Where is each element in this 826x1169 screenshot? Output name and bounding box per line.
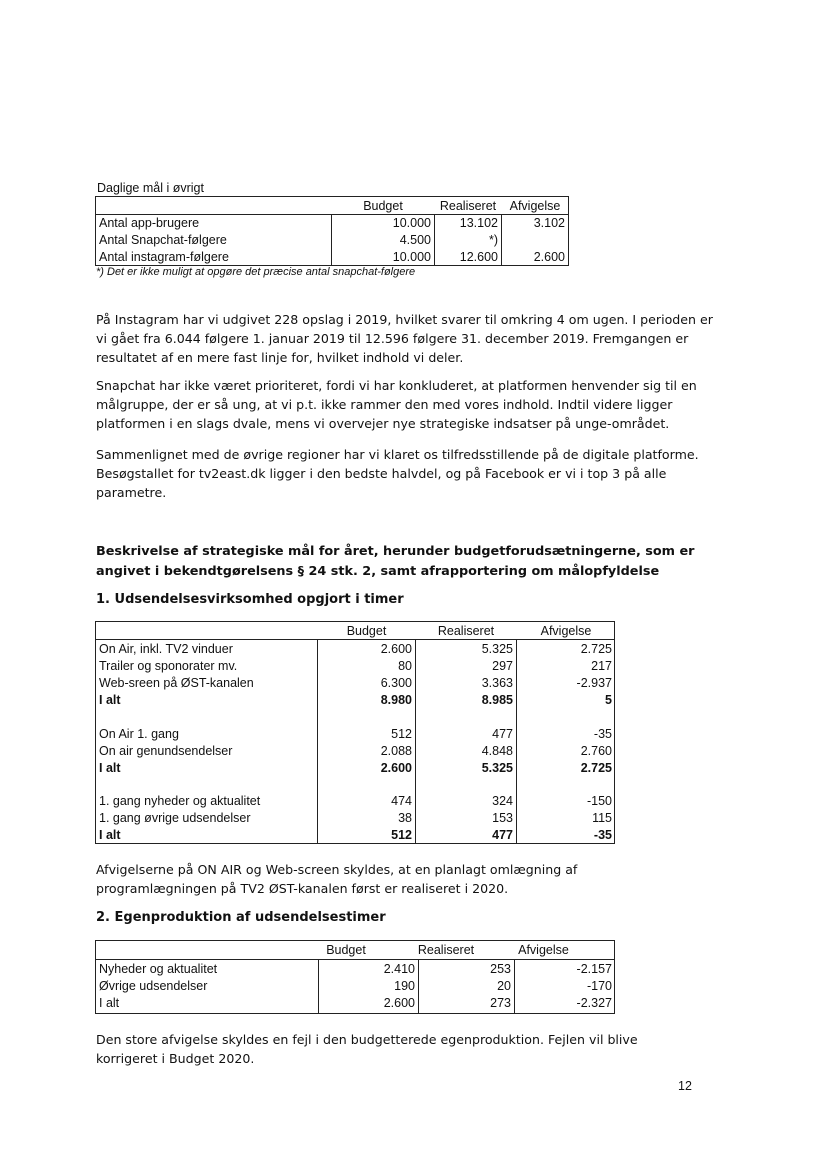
total-row: [96, 995, 614, 1011]
realiseret-value: 253: [490, 962, 511, 976]
afvigelse-value: -150: [586, 794, 612, 808]
table-row: [96, 249, 568, 265]
section1-note: [96, 860, 636, 898]
header-budget: Budget: [346, 624, 387, 638]
row-label: Antal app-brugere: [99, 216, 200, 230]
afvigelse-value: -2.157: [576, 962, 612, 976]
header-afvigelse: Afvigelse: [509, 199, 561, 213]
realiseret-value: 477: [492, 727, 513, 741]
realiseret-value: 13.102: [459, 216, 498, 230]
afvigelse-value: 2.725: [580, 642, 612, 656]
table-row: [96, 793, 614, 809]
table-row: [96, 675, 614, 691]
row-label: 1. gang nyheder og aktualitet: [99, 794, 261, 808]
table-header-row: [96, 942, 614, 958]
afvigelse-value: -35: [593, 727, 612, 741]
header-budget: Budget: [363, 199, 403, 213]
afvigelse-value: -2.327: [576, 996, 612, 1010]
afvigelse-value: 115: [592, 811, 612, 825]
budget-value: 190: [394, 979, 415, 993]
afvigelse-value: 2.725: [580, 761, 612, 775]
table-row: [96, 658, 614, 674]
instagram-paragraph: [96, 310, 716, 367]
budget-value: 2.088: [380, 744, 412, 758]
table-row: [96, 961, 614, 977]
comparison-paragraph: [96, 445, 716, 502]
table-header-row: [96, 198, 568, 214]
budget-value: 8.980: [380, 693, 412, 707]
realiseret-value: 477: [492, 828, 513, 842]
header-realiseret: Realiseret: [437, 624, 495, 638]
realiseret-value: 4.848: [481, 744, 513, 758]
budget-value: 512: [391, 828, 412, 842]
budget-value: 80: [398, 659, 412, 673]
budget-value: 38: [398, 811, 412, 825]
row-label: Antal instagram-følgere: [99, 250, 229, 264]
paragraph-text: Snapchat har ikke været prioriteret, fordi vi har konkluderet, at platformen henvender sig til en målgruppe, der er så ung, at vi p.t. ikke rammer den med vores indhold. Indtil videre ligger platformen i en slags dvale, mens vi overvejer nye strategiske indsatser på unge-området.: [96, 378, 697, 431]
row-label: I alt: [99, 996, 120, 1010]
row-label: I alt: [99, 761, 121, 775]
table-row: [96, 810, 614, 826]
budget-value: 2.600: [383, 996, 415, 1010]
section2-title: 2. Egenproduktion af udsendelsestimer: [96, 910, 386, 925]
afvigelse-value: 217: [591, 659, 612, 673]
budget-value: 10.000: [392, 216, 431, 230]
row-label: Trailer og sponorater mv.: [99, 659, 238, 673]
section2-note: [96, 1030, 696, 1068]
afvigelse-value: 2.760: [580, 744, 612, 758]
paragraph-text: På Instagram har vi udgivet 228 opslag i 2019, hvilket svarer til omkring 4 om ugen. I perioden er vi gået fra 6.044 følgere 1. januar 2019 til 12.596 følgere 31. december 2019. Fremgangen er resultatet af en mere fast linje for, hvilket indhold vi deler.: [96, 312, 713, 365]
realiseret-value: 8.985: [481, 693, 513, 707]
realiseret-value: *): [488, 233, 498, 247]
paragraph-text: Den store afvigelse skyldes en fejl i den budgetterede egenproduktion. Fejlen vil blive korrigeret i Budget 2020.: [96, 1032, 638, 1066]
row-label: On Air, inkl. TV2 vinduer: [99, 642, 233, 656]
daily-goals-table: [95, 196, 569, 266]
broadcast-hours-table: [95, 621, 615, 844]
snapchat-paragraph: [96, 376, 716, 433]
paragraph-text: Afvigelserne på ON AIR og Web-screen skyldes, at en planlagt omlægning af programlægningen på TV2 ØST-kanalen først er realiseret i 2020.: [96, 862, 578, 896]
row-label: I alt: [99, 828, 121, 842]
own-production-table: [95, 940, 615, 1014]
realiseret-value: 273: [490, 996, 511, 1010]
realiseret-value: 324: [492, 794, 513, 808]
row-label: Øvrige udsendelser: [99, 979, 208, 993]
header-realiseret: Realiseret: [417, 943, 475, 957]
budget-value: 2.600: [380, 642, 412, 656]
row-label: Antal Snapchat-følgere: [99, 233, 227, 247]
header-afvigelse: Afvigelse: [518, 943, 569, 957]
daily-goals-footnote: *) Det er ikke muligt at opgøre det præcise antal snapchat-følgere: [96, 266, 416, 278]
table-row: [96, 232, 568, 248]
realiseret-value: 5.325: [481, 761, 513, 775]
budget-value: 512: [391, 727, 412, 741]
header-budget: Budget: [326, 943, 366, 957]
table-row: [96, 215, 568, 231]
section1-title: 1. Udsendelsesvirksomhed opgjort i timer: [96, 592, 404, 607]
afvigelse-value: 5: [605, 693, 612, 707]
realiseret-value: 12.600: [459, 250, 498, 264]
header-afvigelse: Afvigelse: [540, 624, 592, 638]
row-label: Nyheder og aktualitet: [99, 962, 218, 976]
total-row: [96, 692, 614, 708]
table-header-row: [96, 623, 614, 639]
row-label: On Air 1. gang: [99, 727, 179, 741]
main-heading: Beskrivelse af strategiske mål for året, herunder budgetforudsætningerne, som er angivet i bekendtgørelsens § 24 stk. 2, samt afrapportering om målopfyldelse: [96, 544, 695, 579]
daily-goals-caption: Daglige mål i øvrigt: [97, 181, 204, 195]
table-row: [96, 726, 614, 742]
realiseret-value: 153: [492, 811, 513, 825]
total-row: [96, 760, 614, 776]
row-label: On air genundsendelser: [99, 744, 233, 758]
afvigelse-value: -170: [586, 979, 612, 993]
realiseret-value: 297: [492, 659, 513, 673]
afvigelse-value: 2.600: [533, 250, 565, 264]
header-realiseret: Realiseret: [439, 199, 497, 213]
budget-value: 2.410: [383, 962, 415, 976]
afvigelse-value: 3.102: [533, 216, 565, 230]
table-row: [96, 978, 614, 994]
table-row: [96, 641, 614, 657]
page-number: 12: [678, 1079, 692, 1093]
table-row: [96, 743, 614, 759]
paragraph-text: Sammenlignet med de øvrige regioner har vi klaret os tilfredsstillende på de digitale platforme. Besøgstallet for tv2east.dk ligger i den bedste halvdel, og på Facebook er vi i top 3 på alle parametre.: [96, 447, 699, 500]
realiseret-value: 3.363: [481, 676, 513, 690]
total-row: [96, 827, 614, 843]
budget-value: 474: [391, 794, 412, 808]
budget-value: 6.300: [380, 676, 412, 690]
row-label: 1. gang øvrige udsendelser: [99, 811, 251, 825]
afvigelse-value: -35: [593, 828, 612, 842]
realiseret-value: 5.325: [481, 642, 513, 656]
budget-value: 4.500: [399, 233, 431, 247]
realiseret-value: 20: [497, 979, 511, 993]
budget-value: 10.000: [392, 250, 431, 264]
row-label: I alt: [99, 693, 121, 707]
row-label: Web-sreen på ØST-kanalen: [99, 676, 254, 690]
afvigelse-value: -2.937: [576, 676, 612, 690]
budget-value: 2.600: [380, 761, 412, 775]
